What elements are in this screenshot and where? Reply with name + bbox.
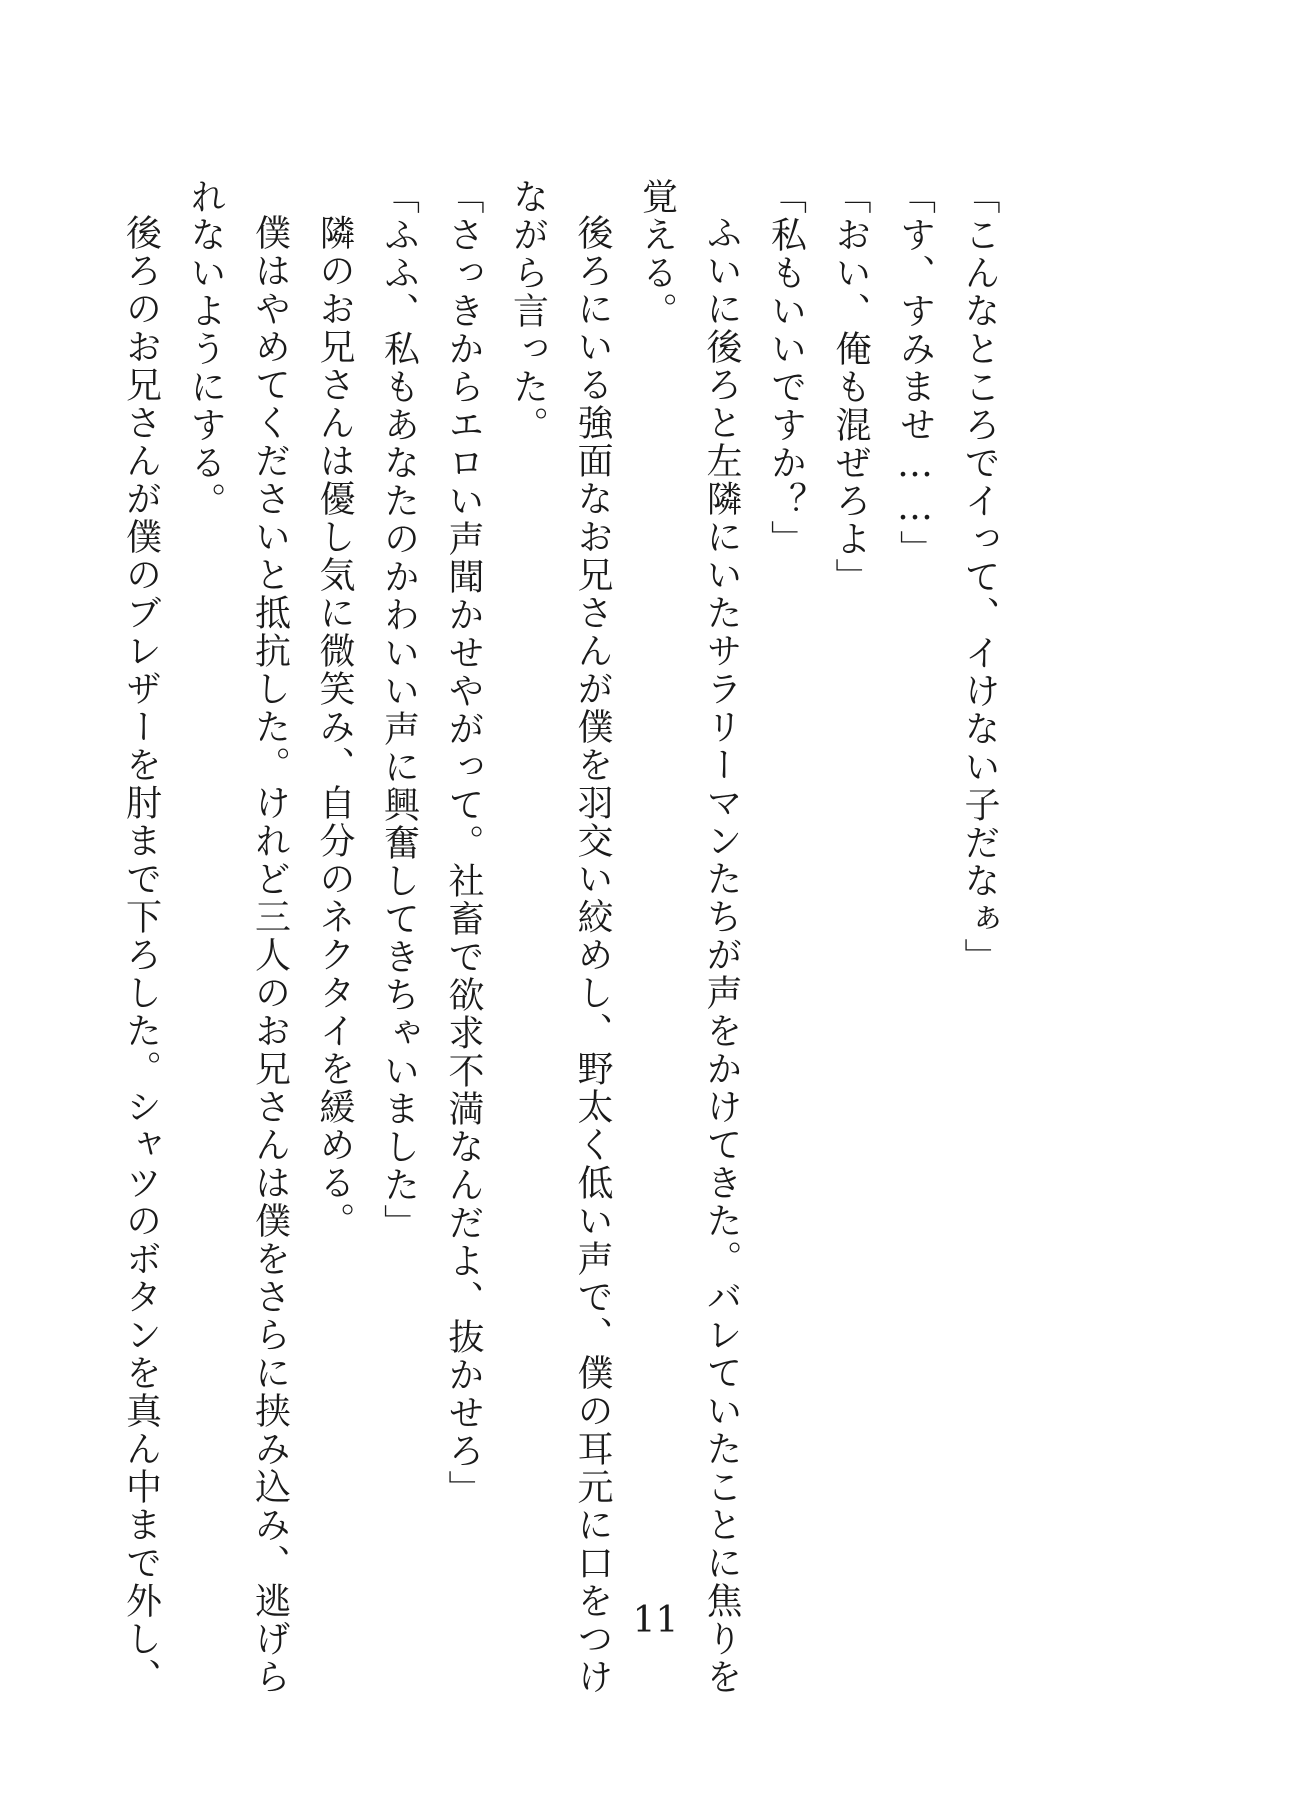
text-line: ながら言った。: [507, 178, 549, 444]
text-line: 「私もいいですか？」: [765, 178, 807, 558]
text-line: ふいに後ろと左隣にいたサラリーマンたちが声をかけてきた。バレていたことに焦りを: [701, 214, 742, 1696]
text-line: 「さっきからエロい声聞かせやがって。社畜で欲求不満なんだよ、抜かせろ」: [443, 178, 484, 1508]
text-line: 覚える。: [636, 178, 678, 330]
text-line: 後ろにいる強面なお兄さんが僕を羽交い絞めし、野太く低い声で、僕の耳元に口をつけ: [572, 214, 613, 1696]
text-line: 僕はやめてくださいと抵抗した。けれど三人のお兄さんは僕をさらに挟み込み、逃げら: [249, 214, 291, 1696]
text-line: 「おい、俺も混ぜろよ」: [830, 178, 871, 596]
text-line: 後ろのお兄さんが僕のブレザーを肘まで下ろした。シャツのボタンを真ん中まで外し、: [120, 214, 162, 1696]
text-line: 「す、すみませ……」: [894, 178, 936, 568]
text-line: 「ふふ、私もあなたのかわいい声に興奮してきちゃいました」: [378, 178, 420, 1242]
text-line: 隣のお兄さんは優し気に微笑み、自分のネクタイを緩める。: [314, 214, 355, 1240]
text-line: れないようにする。: [185, 178, 226, 520]
text-line: 「こんなところでイって、イけない子だなぁ」: [959, 178, 1000, 976]
page-number: 11: [632, 1600, 679, 1641]
